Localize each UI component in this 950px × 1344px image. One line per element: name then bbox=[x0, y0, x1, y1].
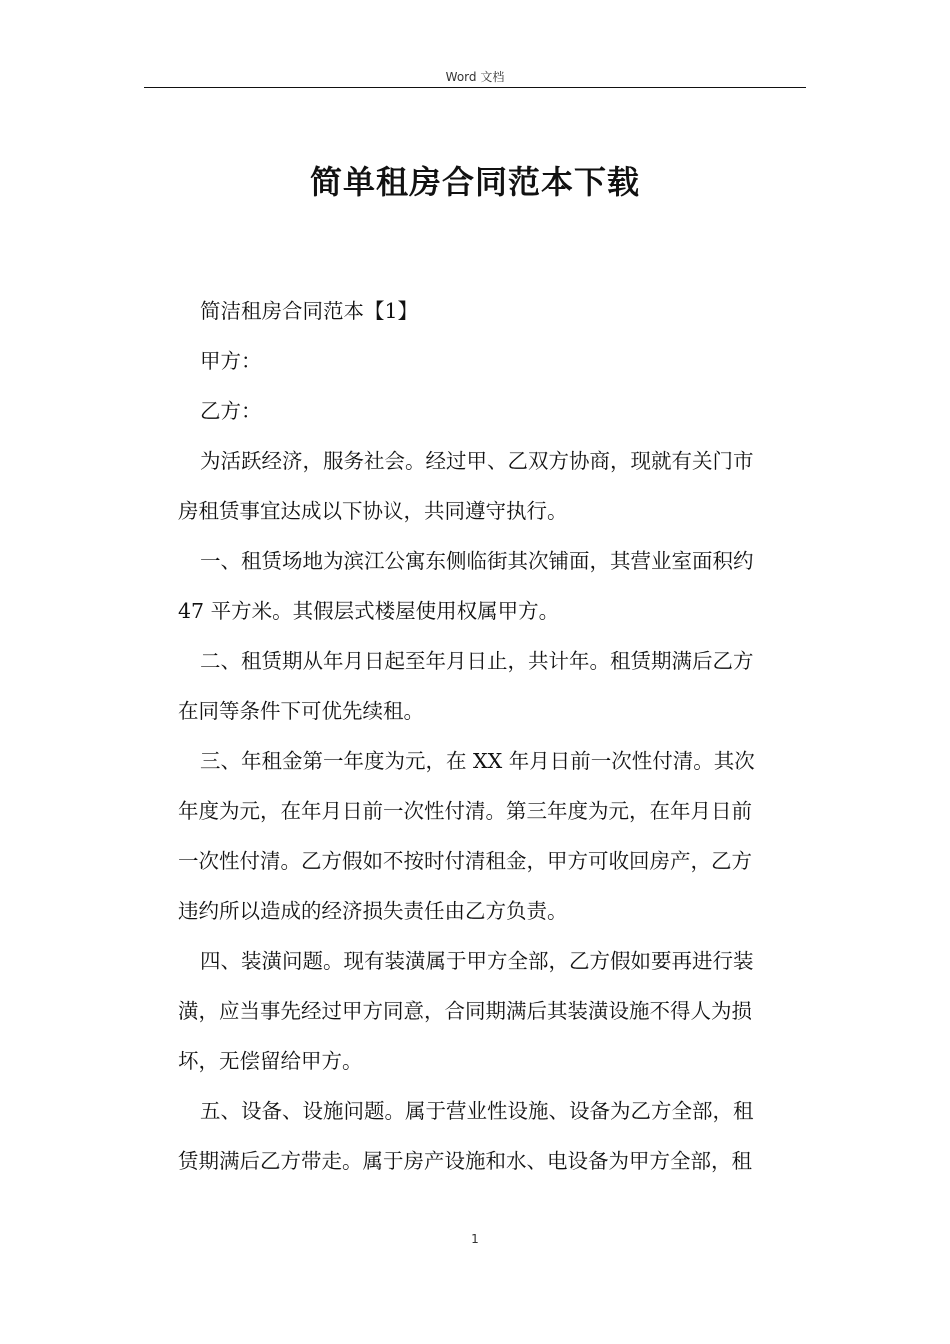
text-line: 违约所以造成的经济损失责任由乙方负责。 bbox=[178, 899, 568, 923]
text-line: 乙方： bbox=[200, 399, 262, 423]
document-title: 简单租房合同范本下载 bbox=[309, 163, 640, 201]
text-line: 一、租赁场地为滨江公寓东侧临街其次铺面，其营业室面积约 bbox=[200, 549, 754, 573]
text-line: 赁期满后乙方带走。属于房产设施和水、电设备为甲方全部，租 bbox=[178, 1149, 752, 1173]
page-header: Word 文档 bbox=[445, 70, 505, 84]
text-line: 房租赁事宜达成以下协议，共同遵守执行。 bbox=[178, 499, 568, 523]
document-body bbox=[178, 286, 804, 1186]
text-line: 四、装潢问题。现有装潢属于甲方全部，乙方假如要再进行装 bbox=[200, 949, 754, 973]
header-divider bbox=[144, 87, 806, 88]
text-line: 47 平方米。其假层式楼屋使用权属甲方。 bbox=[178, 599, 560, 623]
page-number: 1 bbox=[471, 1232, 479, 1246]
text-line: 潢，应当事先经过甲方同意，合同期满后其装潢设施不得人为损 bbox=[178, 999, 752, 1023]
text-line: 为活跃经济，服务社会。经过甲、乙双方协商，现就有关门市 bbox=[200, 449, 754, 473]
text-line: 坏，无偿留给甲方。 bbox=[178, 1049, 363, 1073]
text-line: 五、设备、设施问题。属于营业性设施、设备为乙方全部，租 bbox=[200, 1099, 754, 1123]
text-line: 三、年租金第一年度为元，在 XX 年月日前一次性付清。其次 bbox=[200, 749, 755, 773]
text-line: 甲方： bbox=[200, 349, 262, 373]
text-line: 二、租赁期从年月日起至年月日止，共计年。租赁期满后乙方 bbox=[200, 649, 754, 673]
text-line: 一次性付清。乙方假如不按时付清租金，甲方可收回房产，乙方 bbox=[178, 849, 752, 873]
text-line: 年度为元，在年月日前一次性付清。第三年度为元，在年月日前 bbox=[178, 799, 752, 823]
text-line: 在同等条件下可优先续租。 bbox=[178, 699, 424, 723]
text-line: 简洁租房合同范本【1】 bbox=[200, 299, 419, 323]
